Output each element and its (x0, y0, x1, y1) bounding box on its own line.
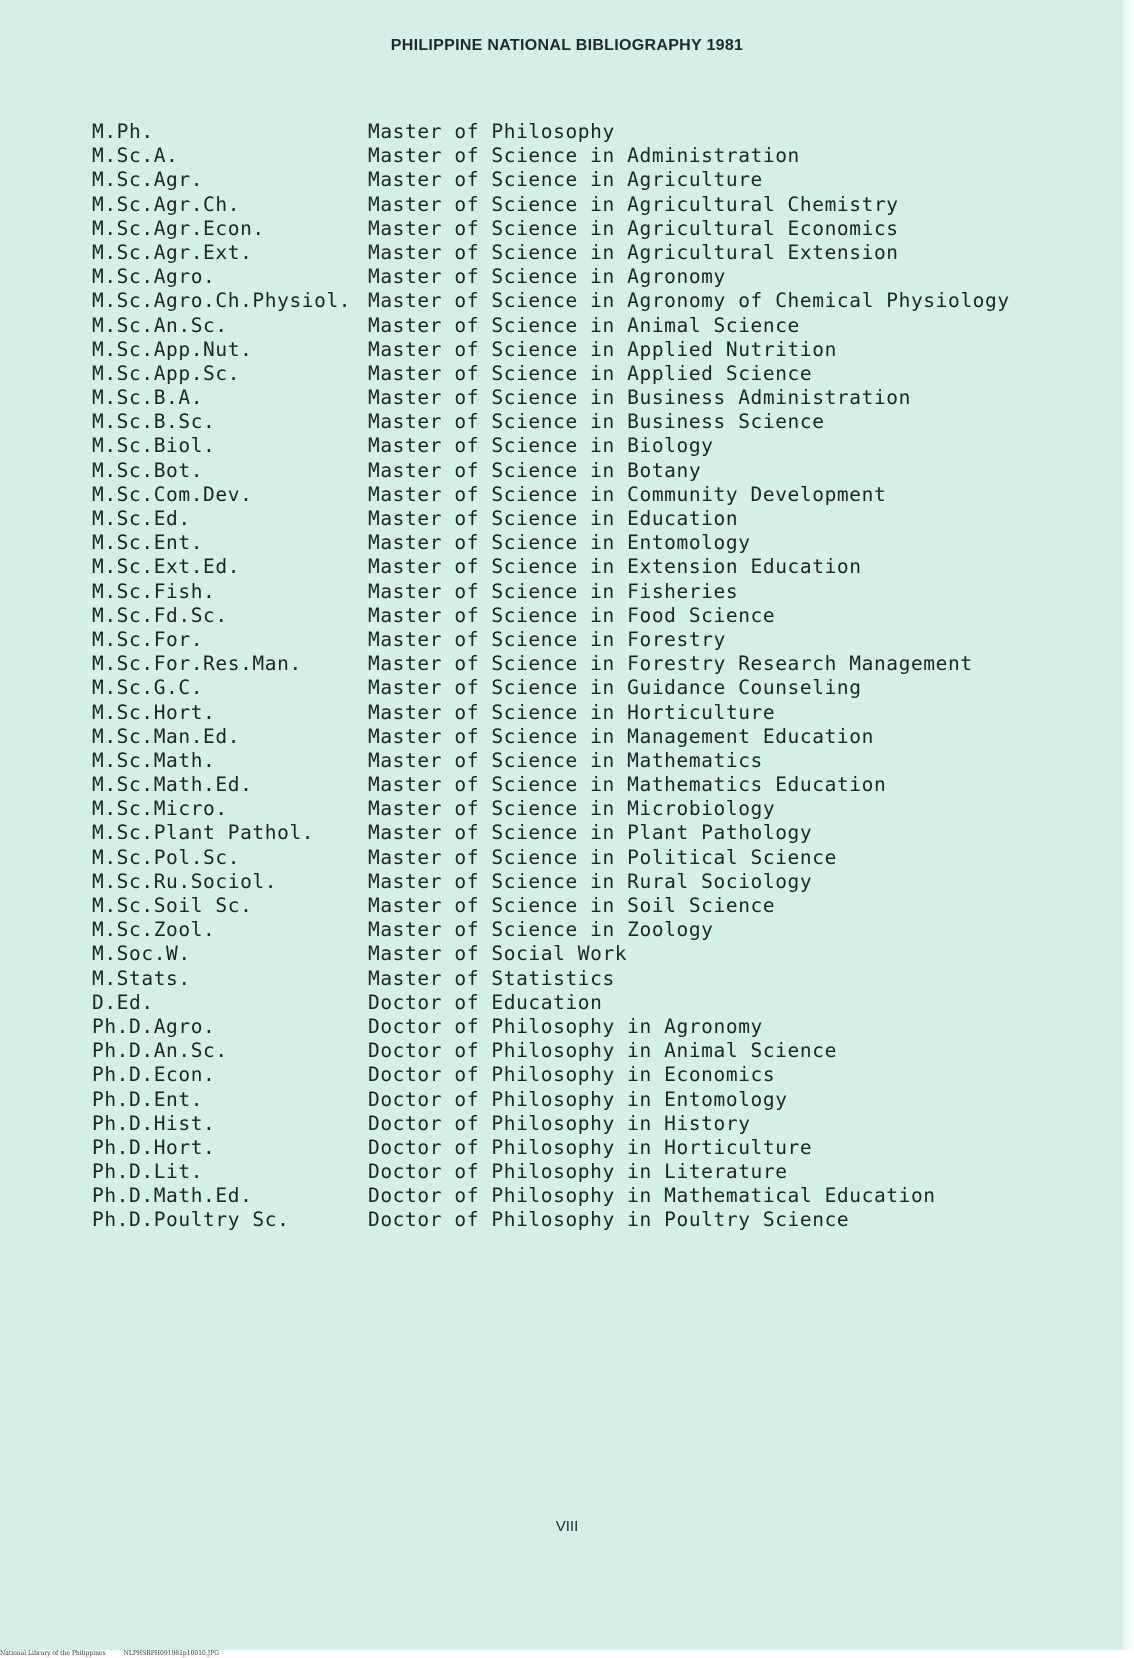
degree-name: Master of Science in Agronomy of Chemical Physiology (368, 289, 1010, 313)
page-edge (1122, 0, 1134, 1658)
abbreviation: M.Sc.Plant Pathol. (92, 821, 315, 845)
abbreviation: M.Sc.Ru.Sociol. (92, 869, 278, 893)
abbreviation-list (92, 120, 1010, 1233)
degree-name: Master of Science in Business Science (368, 410, 825, 434)
list-item (92, 1015, 1010, 1039)
abbreviation: M.Sc.Zool. (92, 918, 216, 942)
abbreviation: Ph.D.Ent. (92, 1087, 204, 1111)
abbreviation: M.Ph. (92, 120, 154, 143)
abbreviation: M.Sc.Agro. (92, 265, 216, 289)
list-item (92, 1088, 1010, 1112)
abbreviation: M.Sc.Agr.Econ. (92, 216, 265, 240)
degree-name: Doctor of Philosophy in Economics (368, 1063, 776, 1087)
list-item (92, 1136, 1010, 1160)
list-item (92, 483, 1010, 507)
list-item (92, 217, 1010, 241)
abbreviation: M.Sc.Micro. (92, 797, 228, 821)
degree-name: Doctor of Philosophy in Horticulture (368, 1135, 813, 1159)
abbreviation: M.Sc.Pol.Sc. (92, 845, 241, 869)
list-item (92, 1184, 1010, 1208)
scan-footer (0, 1650, 219, 1658)
degree-name: Doctor of Philosophy in Literature (368, 1160, 788, 1184)
abbreviation: M.Sc.Agr.Ch. (92, 192, 241, 216)
list-item (92, 749, 1010, 773)
list-item (92, 676, 1010, 700)
list-item (92, 1208, 1010, 1232)
list-item (92, 410, 1010, 434)
degree-name: Doctor of Philosophy in Entomology (368, 1087, 788, 1111)
abbreviation: M.Sc.Agro.Ch.Physiol. (92, 289, 352, 313)
degree-name: Master of Science in Agricultural Extension (368, 240, 899, 264)
list-item (92, 144, 1010, 168)
list-item (92, 555, 1010, 579)
degree-name: Master of Statistics (368, 966, 615, 990)
degree-name: Master of Science in Forestry Research Management (368, 652, 973, 676)
degree-name: Master of Science in Mathematics (368, 748, 763, 772)
abbreviation: Ph.D.Hort. (92, 1135, 216, 1159)
degree-name: Master of Science in Applied Science (368, 361, 813, 385)
list-item (92, 725, 1010, 749)
degree-name: Master of Science in Entomology (368, 531, 751, 555)
degree-name: Master of Science in Horticulture (368, 700, 776, 724)
degree-name: Master of Science in Extension Education (368, 555, 862, 579)
degree-name: Master of Science in Management Education (368, 724, 874, 748)
abbreviation: M.Sc.App.Sc. (92, 361, 241, 385)
page-title: PHILIPPINE NATIONAL BIBLIOGRAPHY 1981 (390, 37, 744, 54)
abbreviation: M.Sc.Com.Dev. (92, 482, 253, 506)
abbreviation: Ph.D.Hist. (92, 1111, 216, 1135)
list-item (92, 628, 1010, 652)
abbreviation: M.Sc.Fish. (92, 579, 216, 603)
abbreviation: M.Sc.Fd.Sc. (92, 603, 228, 627)
list-item (92, 991, 1010, 1015)
list-item (92, 168, 1010, 192)
list-item (92, 1063, 1010, 1087)
degree-name: Master of Social Work (368, 942, 628, 966)
degree-name: Master of Science in Forestry (368, 627, 726, 651)
list-item (92, 507, 1010, 531)
degree-name: Master of Science in Food Science (368, 603, 776, 627)
list-item (92, 193, 1010, 217)
abbreviation: M.Sc.G.C. (92, 676, 204, 700)
degree-name: Doctor of Philosophy in Animal Science (368, 1039, 837, 1063)
degree-name: Master of Science in Soil Science (368, 894, 776, 917)
list-item (92, 942, 1010, 966)
degree-name: Master of Science in Agronomy (368, 265, 726, 289)
abbreviation: Ph.D.Econ. (92, 1063, 216, 1087)
degree-name: Master of Science in Zoology (368, 918, 714, 942)
footer-library: National Library of the Philippines (0, 1650, 106, 1657)
abbreviation: Ph.D.An.Sc. (92, 1039, 228, 1063)
degree-name: Master of Science in Applied Nutrition (368, 337, 837, 361)
degree-name: Master of Science in Plant Pathology (368, 821, 813, 845)
abbreviation: M.Sc.App.Nut. (92, 337, 253, 361)
degree-name: Master of Science in Microbiology (368, 797, 776, 821)
list-item (92, 314, 1010, 338)
abbreviation: Ph.D.Poultry Sc. (92, 1208, 290, 1232)
abbreviation: M.Sc.Math. (92, 748, 216, 772)
abbreviation: M.Soc.W. (92, 942, 191, 966)
degree-name: Doctor of Philosophy in Mathematical Education (368, 1184, 936, 1208)
degree-name: Master of Science in Business Administration (368, 386, 911, 410)
abbreviation: M.Sc.Ed. (92, 507, 191, 530)
abbreviation: M.Sc.B.Sc. (92, 410, 216, 434)
list-item (92, 821, 1010, 845)
list-item (92, 241, 1010, 265)
abbreviation: M.Sc.B.A. (92, 386, 204, 410)
list-item (92, 459, 1010, 483)
abbreviation: M.Stats. (92, 966, 191, 990)
abbreviation: M.Sc.Math.Ed. (92, 773, 253, 797)
degree-name: Master of Science in Community Development (368, 482, 887, 506)
abbreviation: Ph.D.Math.Ed. (92, 1184, 253, 1208)
list-item (92, 773, 1010, 797)
abbreviation: M.Sc.Agr.Ext. (92, 240, 253, 264)
list-item (92, 120, 1010, 144)
abbreviation: Ph.D.Lit. (92, 1160, 204, 1184)
list-item (92, 797, 1010, 821)
degree-name: Master of Science in Education (368, 507, 739, 530)
degree-name: Master of Science in Biology (368, 434, 714, 458)
list-item (92, 265, 1010, 289)
degree-name: Master of Science in Rural Sociology (368, 869, 813, 893)
list-item (92, 918, 1010, 942)
abbreviation: M.Sc.A. (92, 144, 179, 168)
degree-name: Master of Science in Agriculture (368, 168, 763, 192)
abbreviation: M.Sc.Ent. (92, 531, 204, 555)
degree-name: Doctor of Philosophy in History (368, 1111, 751, 1135)
degree-name: Master of Science in Agricultural Chemistry (368, 192, 899, 216)
degree-name: Master of Science in Guidance Counseling (368, 676, 862, 700)
abbreviation: D.Ed. (92, 990, 154, 1014)
list-item (92, 1039, 1010, 1063)
list-item (92, 894, 1010, 918)
degree-name: Master of Science in Animal Science (368, 313, 800, 337)
list-item (92, 604, 1010, 628)
page-number: VIII (555, 1518, 579, 1535)
list-item (92, 580, 1010, 604)
list-item (92, 652, 1010, 676)
degree-name: Master of Science in Botany (368, 458, 702, 482)
abbreviation: Ph.D.Agro. (92, 1014, 216, 1038)
list-item (92, 870, 1010, 894)
list-item (92, 289, 1010, 313)
list-item (92, 386, 1010, 410)
list-item (92, 531, 1010, 555)
footer-filename: NLPHSRPH091981p10010.JPG (123, 1650, 220, 1657)
list-item (92, 434, 1010, 458)
abbreviation: M.Sc.Biol. (92, 434, 216, 458)
list-item (92, 846, 1010, 870)
abbreviation: M.Sc.Agr. (92, 168, 204, 192)
abbreviation: M.Sc.An.Sc. (92, 313, 228, 337)
list-item (92, 1112, 1010, 1136)
degree-name: Doctor of Philosophy in Agronomy (368, 1014, 763, 1038)
degree-name: Master of Science in Political Science (368, 845, 837, 869)
abbreviation: M.Sc.Bot. (92, 458, 204, 482)
list-item (92, 362, 1010, 386)
abbreviation: M.Sc.For. (92, 627, 204, 651)
abbreviation: M.Sc.Soil Sc. (92, 894, 253, 917)
degree-name: Master of Science in Administration (368, 144, 800, 168)
list-item (92, 967, 1010, 991)
degree-name: Master of Science in Agricultural Economics (368, 216, 899, 240)
abbreviation: M.Sc.For.Res.Man. (92, 652, 302, 676)
list-item (92, 701, 1010, 725)
list-item (92, 338, 1010, 362)
degree-name: Master of Science in Fisheries (368, 579, 739, 603)
degree-name: Doctor of Philosophy in Poultry Science (368, 1208, 850, 1232)
degree-name: Master of Philosophy (368, 120, 615, 143)
degree-name: Master of Science in Mathematics Education (368, 773, 887, 797)
abbreviation: M.Sc.Ext.Ed. (92, 555, 241, 579)
list-item (92, 1160, 1010, 1184)
abbreviation: M.Sc.Man.Ed. (92, 724, 241, 748)
abbreviation: M.Sc.Hort. (92, 700, 216, 724)
degree-name: Doctor of Education (368, 990, 603, 1014)
